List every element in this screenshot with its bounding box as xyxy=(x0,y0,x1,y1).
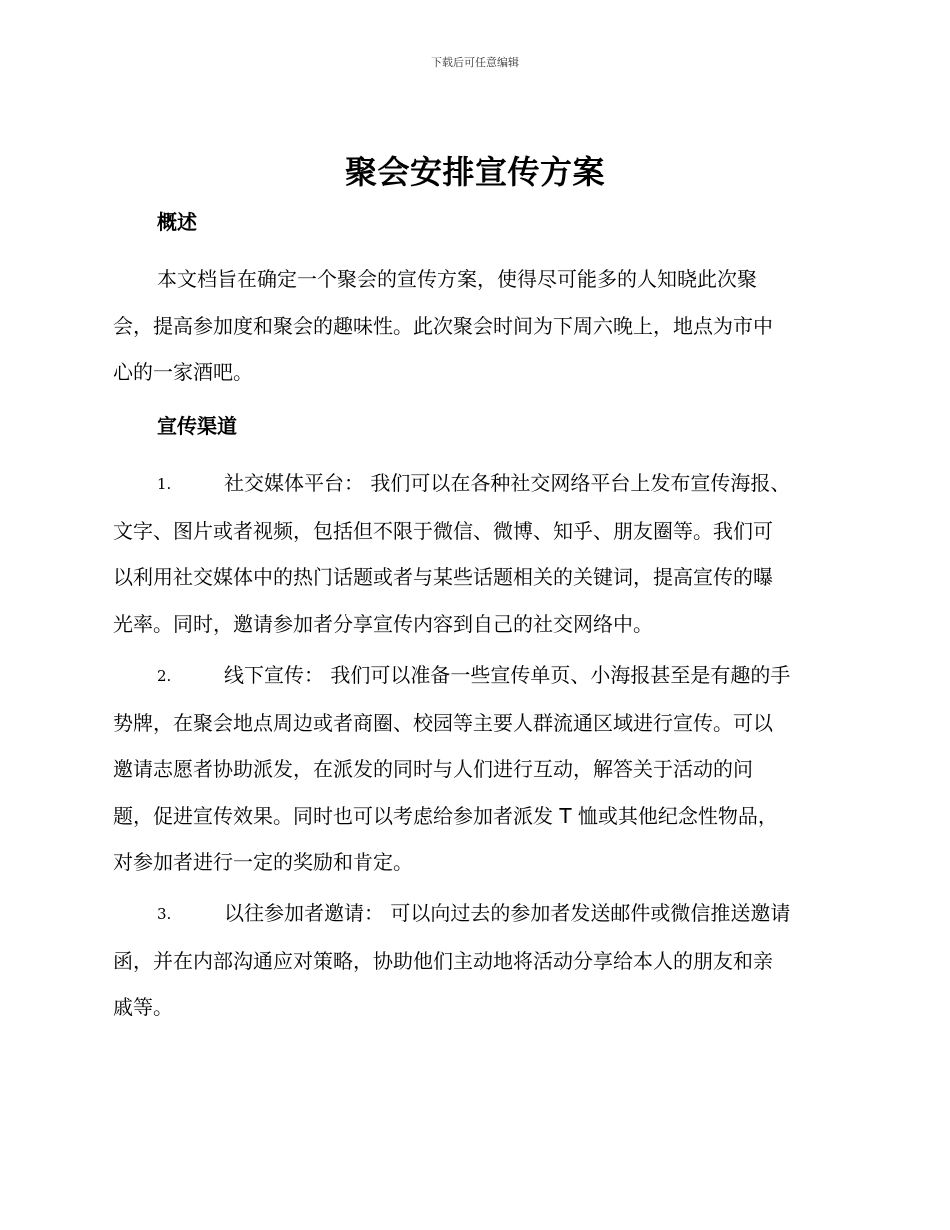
paragraph-line: 邀请志愿者协助派发，在派发的同时与人们进行互动，解答关于活动的问 xyxy=(113,757,753,781)
paragraph-line: 题，促进宣传效果。同时也可以考虑给参加者派发 T 恤或其他纪念性物品， xyxy=(113,803,778,828)
list-number: 3. xyxy=(157,905,172,923)
channel-item-2 xyxy=(113,652,843,886)
paragraph-line: 会，提高参加度和聚会的趣味性。此次聚会时间为下周六晚上，地点为市中 xyxy=(113,313,773,338)
paragraph-line: 光率。同时，邀请参加者分享宣传内容到自己的社交网络中。 xyxy=(113,611,653,636)
header-note: 下载后可任意编辑 xyxy=(431,56,519,69)
paragraph-line: 势牌，在聚会地点周边或者商圈、校园等主要人群流通区域进行宣传。可以 xyxy=(113,710,773,735)
paragraph-line: 函，并在内部沟通应对策略，协助他们主动地将活动分享给本人的朋友和亲 xyxy=(113,948,773,973)
paragraph-line: 文字、图片或者视频，包括但不限于微信、微博、知乎、朋友圈等。我们可 xyxy=(113,518,773,543)
section-heading-channels: 宣传渠道 xyxy=(157,414,237,438)
channel-item-1 xyxy=(113,460,843,647)
paragraph-line: 以利用社交媒体中的热门话题或者与某些话题相关的关键词，提高宣传的曝 xyxy=(113,565,773,589)
paragraph-line: 戚等。 xyxy=(113,995,173,1019)
document-title: 聚会安排宣传方案 xyxy=(344,153,605,191)
paragraph-line: 以往参加者邀请： 可以向过去的参加者发送邮件或微信推送邀请 xyxy=(224,901,791,925)
section-heading-overview: 概述 xyxy=(157,210,197,234)
paragraph-line: 社交媒体平台： 我们可以在各种社交网络平台上发布宣传海报、 xyxy=(224,471,791,495)
paragraph-line: 线下宣传： 我们可以准备一些宣传单页、小海报甚至是有趣的手 xyxy=(224,663,791,687)
list-number: 2. xyxy=(157,667,172,685)
paragraph-line: 心的一家酒吧。 xyxy=(113,360,253,384)
paragraph-line: 对参加者进行一定的奖励和肯定。 xyxy=(113,850,413,874)
channel-item-3 xyxy=(113,890,843,1031)
overview-paragraph xyxy=(113,256,843,396)
paragraph-line: 本文档旨在确定一个聚会的宣传方案，使得尽可能多的人知晓此次聚 xyxy=(157,267,757,291)
list-number: 1. xyxy=(157,475,172,493)
